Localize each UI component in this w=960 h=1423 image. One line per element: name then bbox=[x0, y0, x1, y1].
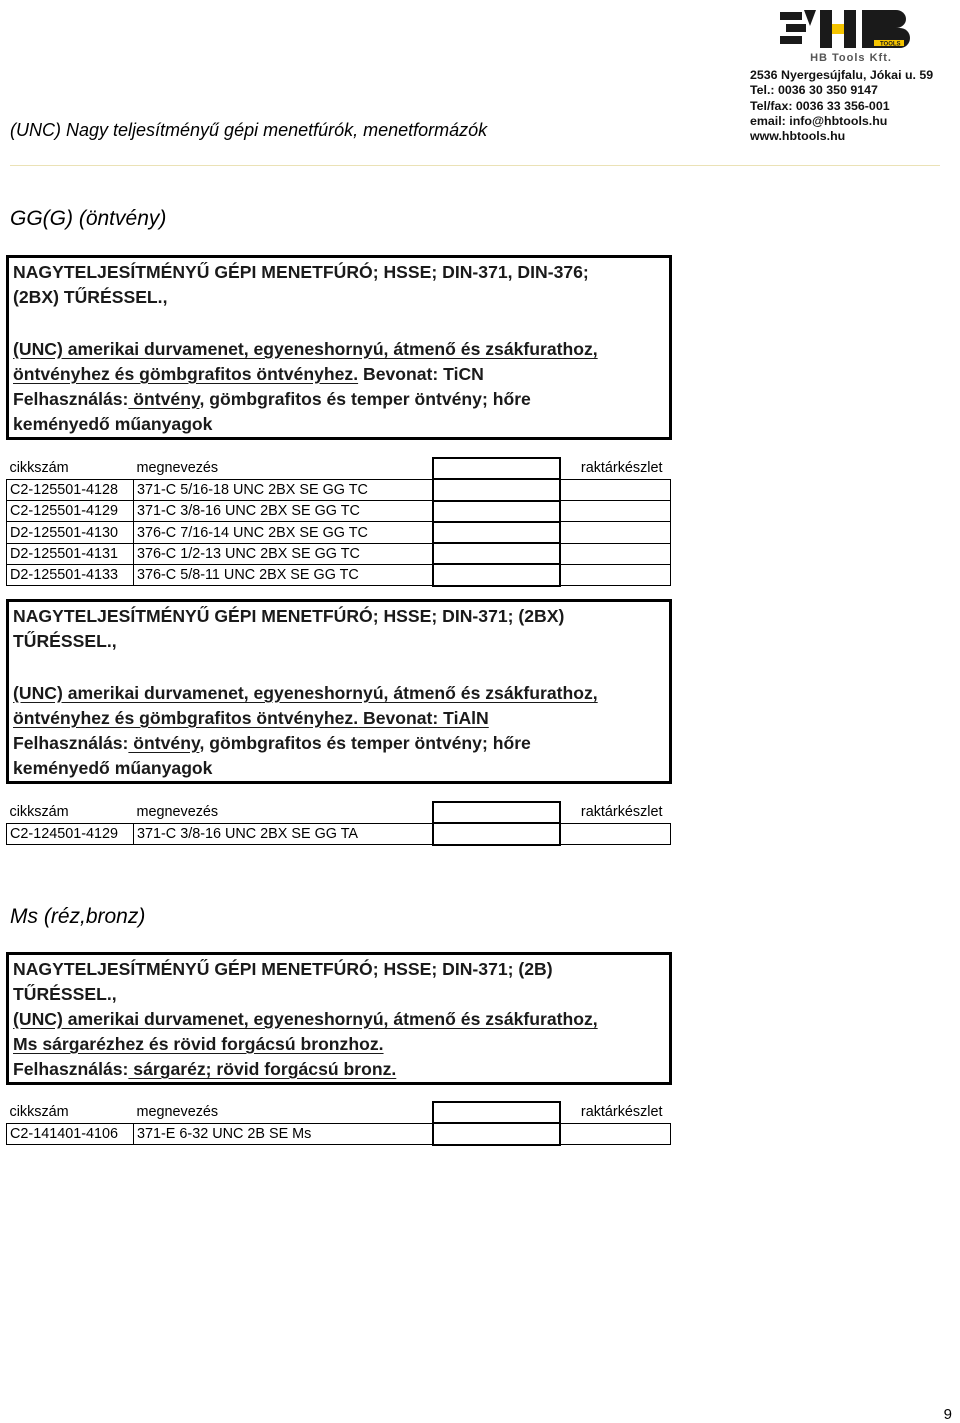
spec-line: (UNC) amerikai durvamenet, egyeneshornyú, átmenő és zsákfurathoz, bbox=[13, 683, 598, 703]
cell-sku: C2-125501-4128 bbox=[7, 479, 134, 500]
table-row bbox=[7, 823, 671, 844]
table-row bbox=[7, 522, 671, 543]
cell-stock bbox=[560, 501, 671, 522]
spec-line: öntvényhez és gömbgrafitos öntvényhez. Bevonat: TiCN bbox=[13, 364, 484, 384]
cell-stock bbox=[560, 543, 671, 564]
spec-line: öntvényhez és gömbgrafitos öntvényhez. Bevonat: TiAlN bbox=[13, 708, 489, 728]
address-text: 2536 Nyergesújfalu, Jókai u. 59 bbox=[750, 68, 934, 82]
spec-line: keményedő műanyagok bbox=[13, 758, 213, 778]
email-link[interactable]: email: info@hbtools.hu bbox=[750, 113, 888, 128]
cell-blank bbox=[433, 543, 560, 564]
col-header-blank bbox=[433, 802, 560, 823]
cell-sku: C2-141401-4106 bbox=[7, 1123, 134, 1144]
cell-sku: D2-125501-4131 bbox=[7, 543, 134, 564]
cell-blank bbox=[433, 522, 560, 543]
cell-sku: C2-125501-4129 bbox=[7, 501, 134, 522]
table-header-row bbox=[7, 1102, 671, 1123]
spec-line: keményedő műanyagok bbox=[13, 414, 213, 434]
svg-text:TOOLS: TOOLS bbox=[880, 41, 901, 48]
col-header-name: megnevezés bbox=[136, 460, 219, 477]
spec-line: NAGYTELJESÍTMÉNYŰ GÉPI MENETFÚRÓ; HSSE; DIN-371, DIN-376; bbox=[13, 262, 589, 282]
product-table bbox=[6, 801, 671, 846]
spec-line: TŰRÉSSEL., bbox=[13, 631, 117, 651]
spec-line: (UNC) amerikai durvamenet, egyeneshornyú, átmenő és zsákfurathoz, bbox=[13, 339, 598, 359]
spec-line: Ms sárgarézhez és rövid forgácsú bronzhoz. bbox=[13, 1034, 384, 1054]
col-header-blank bbox=[433, 1102, 560, 1123]
cell-name: 376-C 1/2-13 UNC 2BX SE GG TC bbox=[134, 543, 434, 564]
spec-line: NAGYTELJESÍTMÉNYŰ GÉPI MENETFÚRÓ; HSSE; DIN-371; (2B) bbox=[13, 959, 553, 979]
cell-stock bbox=[560, 823, 671, 844]
col-header-stock: raktárkészlet bbox=[560, 1102, 671, 1123]
spec-line: Felhasználás: öntvény, gömbgrafitos és temper öntvény; hőre bbox=[13, 389, 531, 409]
section-title: Ms (réz,bronz) bbox=[10, 905, 146, 928]
product-table bbox=[6, 457, 671, 587]
col-header-sku: cikkszám bbox=[9, 460, 69, 477]
cell-name: 371-C 5/16-18 UNC 2BX SE GG TC bbox=[134, 479, 434, 500]
col-header-sku: cikkszám bbox=[9, 804, 69, 821]
cell-name: 371-C 3/8-16 UNC 2BX SE GG TA bbox=[134, 823, 434, 844]
table-row bbox=[7, 1123, 671, 1144]
col-header-blank bbox=[433, 458, 560, 479]
cell-name: 376-C 5/8-11 UNC 2BX SE GG TC bbox=[134, 564, 434, 585]
logo-letters bbox=[820, 10, 910, 48]
cell-stock bbox=[560, 522, 671, 543]
col-header-sku: cikkszám bbox=[9, 1104, 69, 1121]
cell-stock bbox=[560, 1123, 671, 1144]
cell-blank bbox=[433, 479, 560, 500]
cell-blank bbox=[433, 1123, 560, 1144]
cell-blank bbox=[433, 564, 560, 585]
col-header-name: megnevezés bbox=[136, 1104, 219, 1121]
spec-box bbox=[6, 599, 672, 784]
contact-block bbox=[750, 68, 960, 144]
col-header-stock: raktárkészlet bbox=[560, 458, 671, 479]
cell-name: 376-C 7/16-14 UNC 2BX SE GG TC bbox=[134, 522, 434, 543]
header-divider bbox=[10, 165, 940, 166]
spec-line: Felhasználás: sárgaréz; rövid forgácsú bronz. bbox=[13, 1059, 397, 1079]
table-header-row bbox=[7, 802, 671, 823]
cell-blank bbox=[433, 501, 560, 522]
logo-tool-icon bbox=[780, 10, 816, 44]
table-row bbox=[7, 479, 671, 500]
spec-line: (2BX) TŰRÉSSEL., bbox=[13, 287, 168, 307]
cell-name: 371-E 6-32 UNC 2B SE Ms bbox=[134, 1123, 434, 1144]
cell-stock bbox=[560, 479, 671, 500]
cell-blank bbox=[433, 823, 560, 844]
document-title: (UNC) Nagy teljesítményű gépi menetfúrók, menetformázók bbox=[10, 120, 488, 140]
spec-line: (UNC) amerikai durvamenet, egyeneshornyú, átmenő és zsákfurathoz, bbox=[13, 1009, 598, 1029]
cell-stock bbox=[560, 564, 671, 585]
spec-box bbox=[6, 255, 672, 440]
table-row bbox=[7, 501, 671, 522]
spec-box bbox=[6, 952, 672, 1085]
section-title: GG(G) (öntvény) bbox=[10, 207, 167, 230]
spec-line: NAGYTELJESÍTMÉNYŰ GÉPI MENETFÚRÓ; HSSE; DIN-371; (2BX) bbox=[13, 606, 565, 626]
cell-sku: C2-124501-4129 bbox=[7, 823, 134, 844]
table-row bbox=[7, 564, 671, 585]
phone-text: Tel.: 0036 30 350 9147 bbox=[750, 83, 878, 98]
col-header-stock: raktárkészlet bbox=[560, 802, 671, 823]
cell-sku: D2-125501-4130 bbox=[7, 522, 134, 543]
spec-line: Felhasználás: öntvény, gömbgrafitos és temper öntvény; hőre bbox=[13, 733, 531, 753]
company-name: HB Tools Kft. bbox=[810, 52, 892, 64]
page-number: 9 bbox=[943, 1406, 952, 1423]
website-link[interactable]: www.hbtools.hu bbox=[750, 129, 846, 144]
cell-name: 371-C 3/8-16 UNC 2BX SE GG TC bbox=[134, 501, 434, 522]
spec-line: TŰRÉSSEL., bbox=[13, 984, 117, 1004]
table-row bbox=[7, 543, 671, 564]
col-header-name: megnevezés bbox=[136, 804, 219, 821]
cell-sku: D2-125501-4133 bbox=[7, 564, 134, 585]
telfax-text: Tel/fax: 0036 33 356-001 bbox=[750, 98, 890, 113]
table-header-row bbox=[7, 458, 671, 479]
product-table bbox=[6, 1101, 671, 1146]
